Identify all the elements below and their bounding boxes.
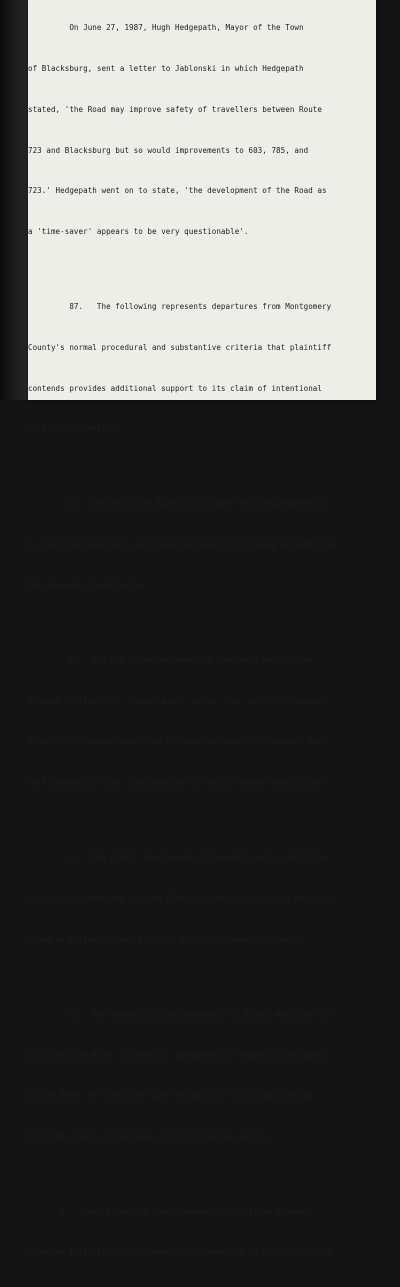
body-line: a 'time-saver' appears to be very questionable'.	[28, 227, 249, 237]
item-b-line: private offices of Draper-Aden, which had direct financial	[28, 696, 327, 706]
document-page	[28, 0, 376, 1257]
paragraph-87-line: County's normal procedural and substantive criteria that plaintiff	[28, 342, 332, 352]
item-d-line: fill and drain, of the Road at no cost to the County.	[28, 1132, 272, 1142]
body-line: stated, 'the Road may improve safety of travellers between Route	[28, 104, 322, 114]
item-d-line: to the Road; to stake the right-of-way; and to provide grading,	[28, 1091, 318, 1101]
item-e-line: e. The refusal of the defendants to initiate or even	[28, 1207, 309, 1217]
item-d-line: to survey the Road; to identify landowners of property contiguous	[28, 1050, 327, 1060]
body-line: 723.' Hedgepath went on to state, 'the development of the Road as	[28, 186, 327, 196]
body-line: On June 27, 1987, Hugh Hedgepath, Mayor of the Town	[28, 23, 304, 33]
item-a-line: the Secondary Road System.	[28, 580, 148, 590]
item-c-line: voted on matters in which he had a direct financial interest.	[28, 934, 309, 944]
item-b-line: half interest in EVP, the developer of the proposed subdivisions.	[28, 778, 327, 788]
item-a-line: a rural road addition, which was the basis of it being brought into	[28, 540, 336, 550]
item-c-line: c. The direct involvement of Joseph Draper in both the	[28, 853, 327, 863]
paragraph-87-line: contends provides additional support to its claim of intentional	[28, 383, 322, 393]
paragraph-87-line: race discrimination.	[28, 424, 120, 434]
body-line: 723 and Blacksburg but so would improvements to 603, 785, and	[28, 145, 309, 155]
item-d-line: d. The request by the defendants to Draper-Aden and EVP	[28, 1009, 332, 1019]
item-b-line: b. The use of secret meetings that were held at the	[28, 655, 313, 665]
item-c-line: Subdivision Committee and the Planning Commission, during which he	[28, 894, 332, 903]
item-b-line: interests in places submitted for approval and which owned a one-	[28, 737, 327, 747]
body-line: of Blacksburg, sent a letter to Jablonski in which Hedgepath	[28, 63, 304, 73]
document-text	[28, 0, 336, 1287]
scan-left-edge	[0, 0, 28, 400]
item-e-line: threaten initiation of condemnation proceedings to obtain right-of-	[28, 1247, 336, 1257]
item-a-line: a. Nellie's Cave Road did not meet the requirements of	[28, 499, 327, 509]
paragraph-87-line: 87. The following represents departures from Montgomery	[28, 302, 332, 312]
